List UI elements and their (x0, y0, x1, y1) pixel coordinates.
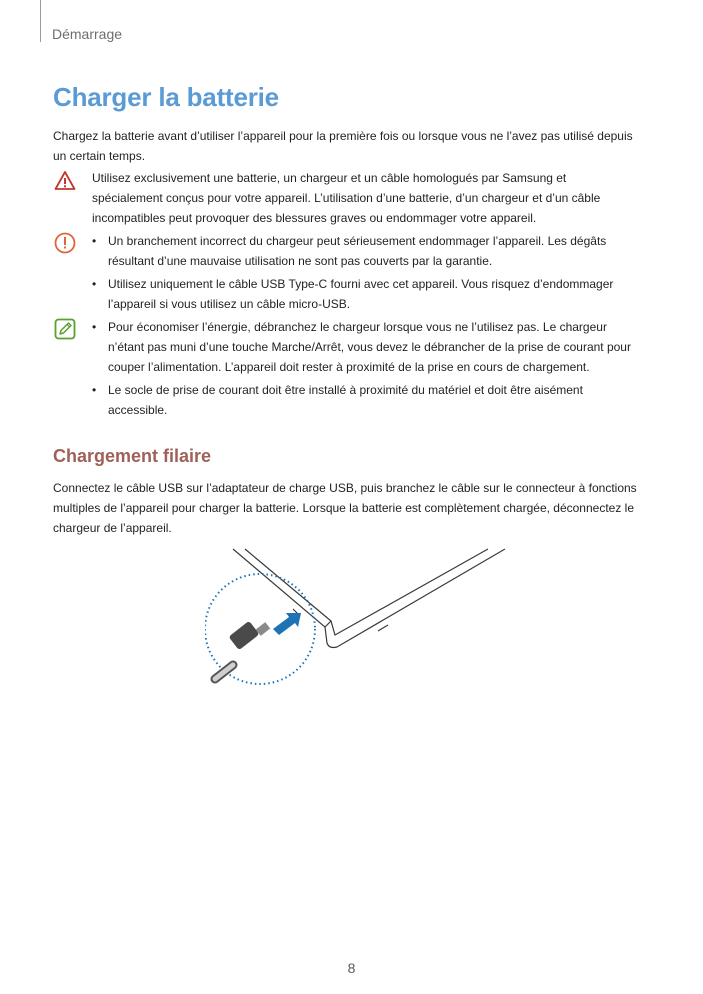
usb-cable (215, 621, 270, 679)
charging-illustration (205, 545, 510, 690)
bullet-dot: • (92, 383, 97, 397)
section-title: Chargement filaire (53, 446, 212, 466)
note-item (92, 380, 644, 420)
section-paragraph: Connectez le câble USB sur l’adaptateur de charge USB, puis branchez le câble sur le connecteur à fonctions multiples de l’appareil pour charger la batterie. Lorsque la batterie est complètement chargée, déconnectez le chargeur de l’appareil. (53, 481, 637, 535)
note-item (92, 317, 644, 377)
page-rule (40, 0, 41, 42)
note-pencil-icon (54, 318, 76, 340)
bullet-dot: • (92, 277, 97, 291)
intro-paragraph: Chargez la batterie avant d’utiliser l’appareil pour la première fois ou lorsque vous ne l’avez pas utilisé depuis un certain temps. (53, 129, 633, 163)
caution-item-text: Un branchement incorrect du chargeur peut sérieusement endommager l’appareil. Les dégâts résultant d’une mauvaise utilisation ne sont pas couverts par la garantie. (108, 234, 607, 268)
tablet-outline (233, 549, 505, 648)
note-item-text: Pour économiser l’énergie, débranchez le chargeur lorsque vous ne l’utilisez pas. Le chargeur n’étant pas muni d’une touche Marche/Arrêt, vous devez le débrancher de la prise de courant pour couper l’alimentation. L’appareil doit rester à proximité de la prise en cours de chargement. (108, 320, 631, 374)
bullet-dot: • (92, 320, 97, 334)
warning-triangle-icon (54, 170, 76, 192)
bullet-dot: • (92, 234, 97, 248)
caution-exclamation-icon (54, 232, 76, 254)
insert-arrow-icon (273, 613, 301, 635)
note-item-text: Le socle de prise de courant doit être installé à proximité du matériel et doit être aisément accessible. (108, 383, 583, 417)
running-header: Démarrage (52, 26, 123, 42)
page-number: 8 (347, 960, 356, 976)
page-title: Charger la batterie (53, 82, 279, 112)
caution-item-text: Utilisez uniquement le câble USB Type-C fourni avec cet appareil. Vous risquez d’endommager l’appareil si vous utilisez un câble micro-USB. (108, 277, 614, 311)
caution-item (92, 274, 644, 314)
caution-item (92, 231, 644, 271)
warning-text: Utilisez exclusivement une batterie, un chargeur et un câble homologués par Samsung et spécialement conçus pour votre appareil. L’utilisation d’une batterie, d’un chargeur et d’un câble incompatibles peut provoquer des blessures graves ou endommager votre appareil. (92, 171, 601, 225)
